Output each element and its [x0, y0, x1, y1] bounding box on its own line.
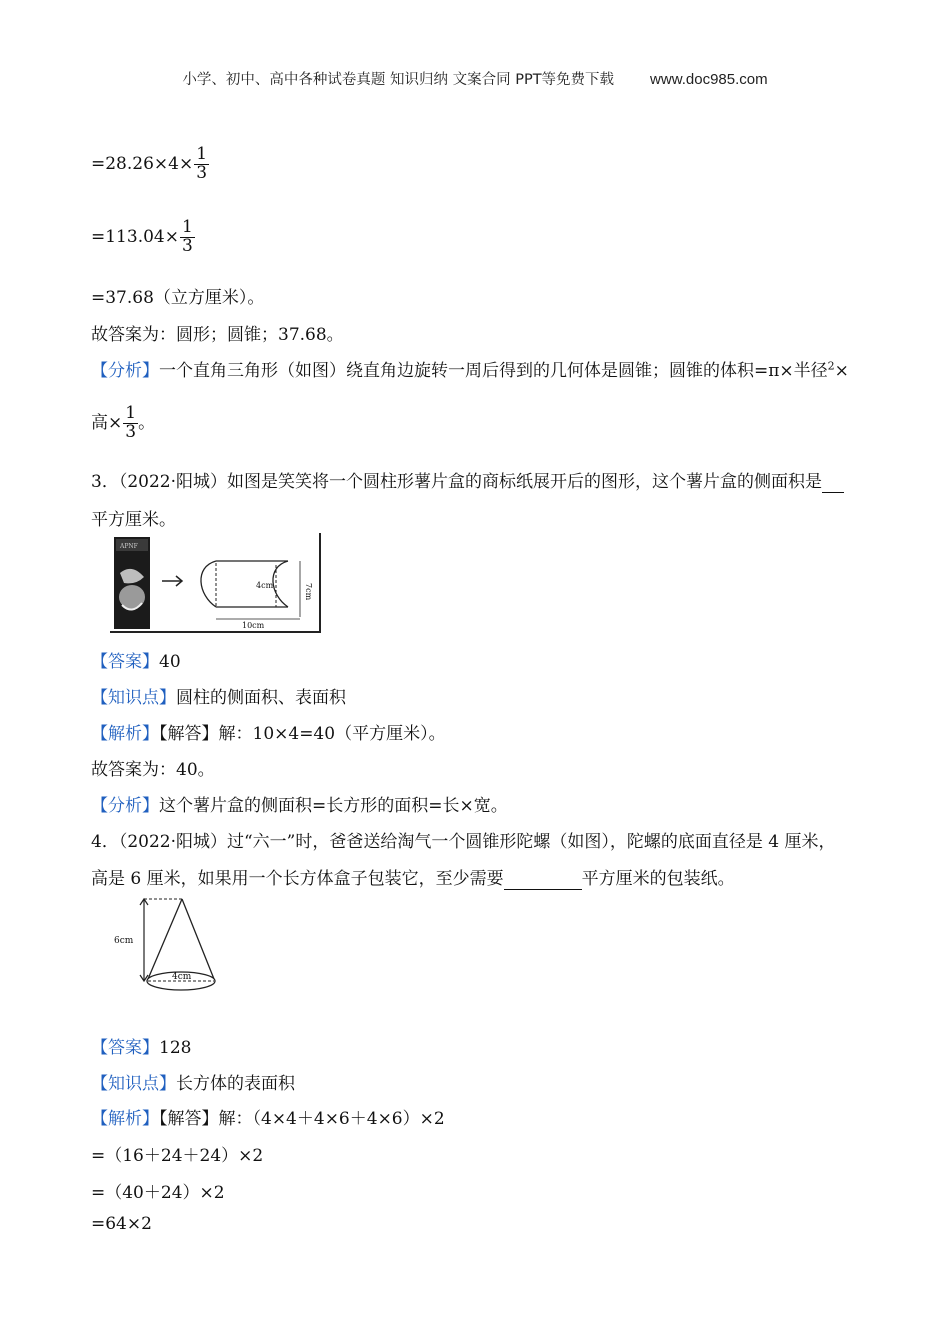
q4-step: =64×2 [91, 1214, 152, 1234]
fraction-one-third: $\frac{1}{3}$ [125, 403, 137, 442]
label-7cm: 7cm [304, 583, 313, 601]
label-10cm: 10cm [242, 621, 265, 630]
calc-line-3: =37.68（立方厘米）。 [91, 288, 265, 308]
q3-final: 故答案为：40。 [91, 760, 215, 780]
q4-answer-blank[interactable] [504, 869, 582, 890]
q2-answer-line: 故答案为：圆形；圆锥；37.68。 [91, 325, 344, 345]
svg-text:APNF: APNF [120, 543, 138, 550]
q3-question: 3．（2022·阳城）如图是笑笑将一个圆柱形薯片盒的商标纸展开后的图形，这个薯片盒的侧面积是 [91, 467, 844, 493]
header-text: 小学、初中、高中各种试卷真题 知识归纳 文案合同 PPT等免费下载 [182, 72, 615, 88]
q4-solution: 【解析】【解答】解：（4×4＋4×6＋4×6）×2 [91, 1109, 445, 1129]
q3-knowledge: 【知识点】圆柱的侧面积、表面积 [91, 688, 346, 708]
q4-answer: 【答案】128 [91, 1038, 192, 1058]
q4-question-line-2: 高是 6 厘米，如果用一个长方体盒子包装它，至少需要 平方厘米的包装纸。 [91, 869, 735, 889]
chip-can-image [114, 537, 150, 629]
header-site-link[interactable]: www.doc985.com [650, 71, 768, 88]
calc-line-1: =28.26×4× $\frac{1}{3}$ [91, 144, 208, 183]
label-4cm: 4cm [256, 581, 274, 590]
q3-analysis: 【分析】这个薯片盒的侧面积=长方形的面积=长×宽。 [91, 796, 508, 816]
q4-step: =（16＋24＋24）×2 [91, 1146, 264, 1166]
q4-question: 4．（2022·阳城）过“六一”时，爸爸送给淘气一个圆锥形陀螺（如图），陀螺的底面直径是 4 厘米， [91, 832, 836, 852]
q3-figure [110, 533, 322, 635]
q3-answer: 【答案】40 [91, 652, 181, 672]
page-header [0, 68, 950, 89]
q4-cone-figure [110, 893, 216, 997]
calc-line-2: =113.04× $\frac{1}{3}$ [91, 217, 193, 256]
fraction-one-third: $\frac{1}{3}$ [181, 217, 193, 256]
analysis-tag: 【分析】 [91, 361, 159, 381]
q4-knowledge: 【知识点】长方体的表面积 [91, 1074, 295, 1094]
q3-question-line-2: 平方厘米。 [91, 510, 176, 530]
q2-analysis: 【分析】一个直角三角形（如图）绕直角边旋转一周后得到的几何体是圆锥；圆锥的体积=π×半径$^2$× [91, 359, 849, 381]
q3-solution: 【解析】【解答】解：10×4=40（平方厘米）。 [91, 724, 446, 744]
q2-analysis-line-2: 高× $\frac{1}{3}$ 。 [91, 403, 156, 442]
label-6cm: 6cm [114, 936, 134, 946]
q3-answer-blank[interactable] [822, 472, 844, 493]
fraction-one-third: $\frac{1}{3}$ [196, 144, 208, 183]
label-4cm: 4cm [172, 972, 192, 982]
q4-step: =（40＋24）×2 [91, 1183, 225, 1203]
